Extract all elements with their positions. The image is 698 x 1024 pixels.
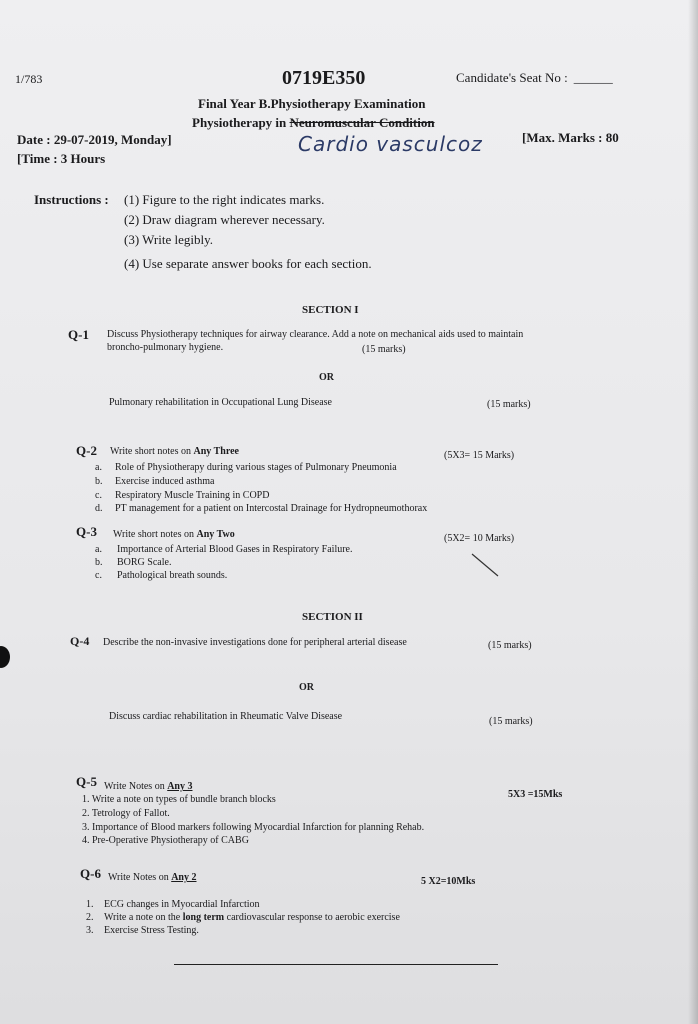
subject-line: Physiotherapy in Neuromuscular Condition — [192, 115, 435, 130]
pen-mark — [468, 550, 504, 580]
q3-number: Q-3 — [76, 524, 97, 539]
q5-item: 4. Pre-Operative Physiotherapy of CABG — [82, 835, 249, 846]
instruction-item: (4) Use separate answer books for each section. — [124, 256, 372, 271]
q2-item-letter: d. — [95, 503, 103, 514]
q6-item-number: 1. — [86, 899, 94, 910]
q1-or: OR — [319, 372, 334, 383]
q5-prompt: Write Notes on Any 3 — [104, 781, 193, 792]
q4-text: Describe the non-invasive investigations done for peripheral arterial disease — [103, 637, 407, 648]
q2-prompt: Write short notes on Any Three — [110, 446, 239, 457]
q2-marks: (5X3= 15 Marks) — [444, 450, 515, 461]
q3-marks: (5X2= 10 Marks) — [444, 533, 515, 544]
q3-item-letter: a. — [95, 544, 102, 555]
q3-item-letter: c. — [95, 570, 102, 581]
q2-item-letter: c. — [95, 490, 102, 501]
q6-item-number: 3. — [86, 925, 94, 936]
q3-prompt: Write short notes on Any Two — [113, 529, 235, 540]
q6-marks: 5 X2=10Mks — [421, 876, 476, 887]
q1-marks: (15 marks) — [362, 344, 406, 355]
q2-number: Q-2 — [76, 443, 97, 458]
q6-number: Q-6 — [80, 866, 101, 881]
q2-item-letter: b. — [95, 476, 103, 487]
subject-struck: Neuromuscular Condition — [289, 115, 435, 130]
binder-hole — [0, 646, 10, 668]
q5-item: 3. Importance of Blood markers following Myocardial Infarction for planning Rehab. — [82, 822, 425, 833]
q5-number: Q-5 — [76, 774, 97, 789]
q4-or: OR — [299, 682, 314, 693]
max-marks: [Max. Marks : 80 — [522, 130, 619, 145]
q4-marks: (15 marks) — [488, 640, 532, 651]
q2-item: Exercise induced asthma — [115, 476, 215, 487]
q3-item: Importance of Arterial Blood Gases in Respiratory Failure. — [117, 544, 353, 555]
instruction-item: (2) Draw diagram wherever necessary. — [124, 212, 325, 227]
q4-alternative-marks: (15 marks) — [489, 716, 533, 727]
q4-number: Q-4 — [70, 634, 90, 648]
q2-item: Respiratory Muscle Training in COPD — [115, 490, 270, 501]
q5-marks: 5X3 =15Mks — [508, 789, 563, 800]
instruction-item: (3) Write legibly. — [124, 232, 214, 247]
q5-item: 1. Write a note on types of bundle branch blocks — [82, 794, 276, 805]
q6-item: Exercise Stress Testing. — [104, 925, 199, 936]
q5-item: 2. Tetrology of Fallot. — [82, 808, 170, 819]
paper-code: 0719E350 — [282, 67, 366, 89]
subject-handwritten: Cardio vasculcoz — [298, 132, 483, 156]
q6-item: ECG changes in Myocardial Infarction — [104, 899, 260, 910]
q1-number: Q-1 — [68, 327, 89, 342]
section-1-title: SECTION I — [302, 304, 359, 316]
q1-alternative-marks: (15 marks) — [487, 399, 531, 410]
exam-time: [Time : 3 Hours — [17, 151, 106, 166]
seat-label: Candidate's Seat No : ______ — [456, 70, 613, 85]
section-2-title: SECTION II — [302, 611, 363, 623]
end-rule — [174, 964, 498, 965]
q6-item: Write a note on the long term cardiovascular response to aerobic exercise — [104, 912, 400, 923]
instructions-label: Instructions : — [34, 192, 109, 207]
q1-alternative: Pulmonary rehabilitation in Occupational Lung Disease — [109, 397, 332, 408]
serial-number: 1/783 — [15, 72, 43, 86]
q1-line-1: Discuss Physiotherapy techniques for airway clearance. Add a note on mechanical aids used to maintain — [107, 329, 524, 340]
page-edge-shadow — [688, 0, 698, 1024]
q3-item: BORG Scale. — [117, 557, 172, 568]
exam-date: Date : 29-07-2019, Monday] — [17, 132, 172, 147]
q2-item: Role of Physiotherapy during various stages of Pulmonary Pneumonia — [115, 462, 397, 473]
q3-item-letter: b. — [95, 557, 103, 568]
q1-line-2: broncho-pulmonary hygiene. — [107, 342, 224, 353]
q6-prompt: Write Notes on Any 2 — [108, 872, 197, 883]
q6-item-number: 2. — [86, 912, 94, 923]
exam-title: Final Year B.Physiotherapy Examination — [198, 96, 426, 111]
instruction-item: (1) Figure to the right indicates marks. — [124, 192, 325, 207]
q3-item: Pathological breath sounds. — [117, 570, 228, 581]
q4-alternative: Discuss cardiac rehabilitation in Rheumatic Valve Disease — [109, 711, 343, 722]
q2-item: PT management for a patient on Intercostal Drainage for Hydropneumothorax — [115, 503, 428, 514]
q2-item-letter: a. — [95, 462, 102, 473]
